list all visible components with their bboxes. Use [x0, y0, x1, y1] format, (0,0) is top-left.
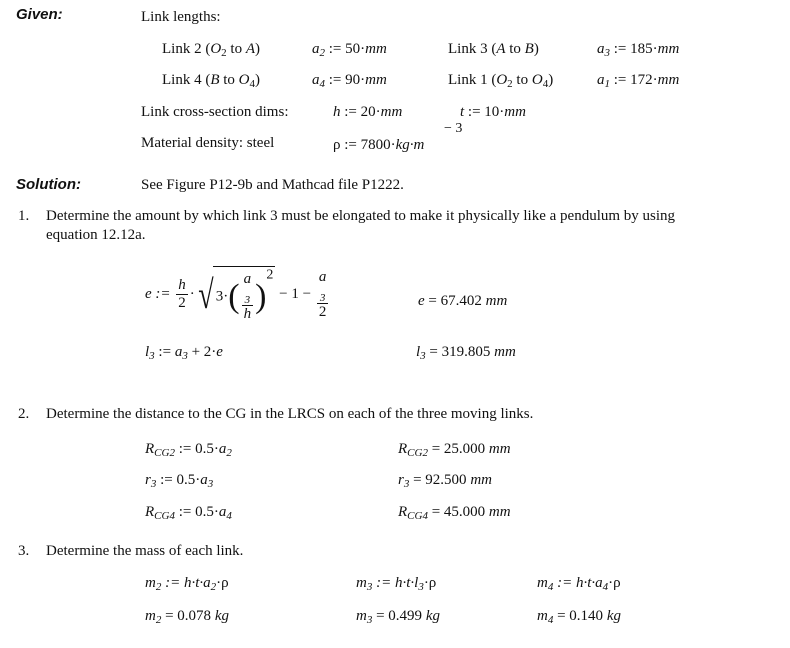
step3-number: 3. [18, 543, 30, 559]
h-definition: h := 20·mm [333, 104, 403, 120]
rcg2-result: $R_{CG2} = 25.000$ mm [398, 441, 511, 459]
m3-result: $m_3 = 0.499$ kg [356, 608, 440, 626]
m3-definition: $m_3$ := $h\cdot t\cdot l_3\cdot\rho$ [356, 575, 437, 593]
e-definition: e := $\frac{h}{2}$ ·√ 3·( a $_3$ h )$^2$ − 1 − a $_3$ 2 [145, 267, 327, 322]
l3-definition: $l_3$ := $a_3 + 2\cdot e$ [145, 344, 223, 362]
r3-definition: $r_3$ := $0.5\cdot a_3$ [145, 472, 214, 490]
rcg2-definition: $R_{CG2}$ := $0.5\cdot a_2$ [145, 441, 232, 459]
rcg4-definition: $R_{CG4}$ := $0.5\cdot a_4$ [145, 504, 232, 522]
m2-result: $m_2 = 0.078$ kg [145, 608, 229, 626]
link1-label: Link 1 ($O_2$ to $O_4$) [448, 72, 554, 90]
link3-label: Link 3 (A to B) [448, 41, 539, 57]
m2-definition: $m_2$ := $h\cdot t\cdot a_2\cdot\rho$ [145, 575, 229, 593]
step1-text-line2: equation 12.12a. [46, 227, 146, 243]
a3-definition: $a_3$ := 185·mm [597, 41, 680, 59]
step2-number: 2. [18, 406, 30, 422]
l3-result: $l_3 = 319.805$ mm [416, 344, 516, 362]
a2-definition: $a_2$ := 50·mm [312, 41, 387, 59]
link-lengths-label: Link lengths: [141, 9, 221, 25]
cross-section-label: Link cross-section dims: [141, 104, 289, 120]
m4-result: $m_4 = 0.140$ kg [537, 608, 621, 626]
step2-text: Determine the distance to the CG in the LRCS on each of the three moving links. [46, 406, 534, 422]
e-result: e = 67.402 mm [418, 293, 508, 309]
t-definition: t := 10·mm [460, 104, 526, 120]
solution-heading: Solution: [16, 176, 81, 193]
link2-label: Link 2 ($O_2$ to A) [162, 41, 261, 59]
rho-definition: ρ := 7800·kg·m [333, 137, 425, 153]
a1-definition: $a_1$ := 172·mm [597, 72, 680, 90]
m4-definition: $m_4$ := $h\cdot t\cdot a_4\cdot\rho$ [537, 575, 621, 593]
given-heading: Given: [16, 6, 63, 23]
solution-text: See Figure P12-9b and Mathcad file P1222. [141, 177, 404, 193]
r3-result: $r_3 = 92.500$ mm [398, 472, 492, 490]
link4-label: Link 4 (B to $O_4$) [162, 72, 261, 90]
step1-text-line1: Determine the amount by which link 3 must be elongated to make it physically like a pendulum by using [46, 208, 676, 224]
density-label: Material density: steel [141, 135, 275, 151]
step3-text: Determine the mass of each link. [46, 543, 244, 559]
rho-exponent: − 3 [444, 121, 463, 136]
a4-definition: $a_4$ := 90·mm [312, 72, 387, 90]
step1-number: 1. [18, 208, 30, 224]
rcg4-result: $R_{CG4} = 45.000$ mm [398, 504, 511, 522]
